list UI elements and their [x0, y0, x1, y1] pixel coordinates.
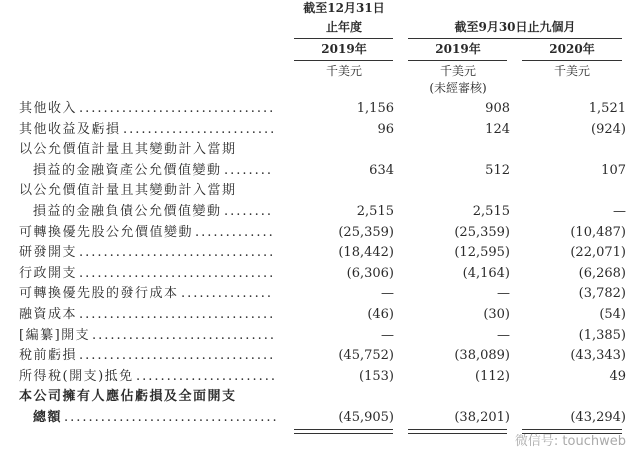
row-label: 其他收入	[19, 101, 78, 116]
row-label: 損益的金融負債公允價值變動	[33, 204, 222, 219]
leader-dots: .......................	[136, 368, 278, 384]
double-underline	[408, 429, 507, 434]
value-cell: 908	[485, 101, 510, 116]
leader-dots: ...............	[181, 286, 273, 302]
table-row	[0, 244, 640, 264]
value-cell: —	[497, 286, 510, 302]
value-cell: (45,752)	[338, 348, 394, 364]
divider	[408, 38, 622, 39]
watermark: 微信号: touchweb	[514, 434, 626, 449]
table-row	[0, 285, 640, 305]
row-label: 以公允價值計量且其變動計入當期	[19, 142, 237, 158]
leader-dots: .........................	[123, 121, 277, 137]
leader-dots: ........	[224, 162, 274, 178]
value-cell: (6,306)	[346, 265, 394, 281]
leader-dots: ................................	[79, 101, 276, 116]
row-label: 總額	[33, 410, 63, 425]
table-row	[0, 182, 640, 202]
value-cell: (43,294)	[570, 410, 626, 425]
table-row	[0, 100, 640, 120]
value-cell: (4,164)	[462, 265, 510, 281]
value-cell: (25,359)	[338, 224, 394, 240]
col3-year: 2020年	[549, 42, 595, 56]
table-row	[0, 162, 640, 182]
value-cell: 634	[369, 162, 394, 178]
row-label: 本公司擁有人應佔虧損及全面開支	[19, 389, 237, 405]
value-cell: (45,905)	[338, 410, 394, 425]
row-label: 行政開支	[19, 265, 78, 281]
value-cell: —	[381, 327, 394, 343]
table-row	[0, 388, 640, 408]
value-cell: (46)	[367, 307, 394, 322]
value-cell: 96	[377, 121, 394, 137]
value-cell: 512	[485, 162, 510, 178]
value-cell: (112)	[475, 368, 510, 384]
table-row	[0, 203, 640, 223]
table-row	[0, 327, 640, 347]
row-label: 可轉換優先股公允價值變動	[19, 224, 194, 240]
value-cell: (30)	[483, 307, 510, 322]
value-cell: —	[613, 204, 626, 219]
value-cell: (6,268)	[578, 265, 626, 281]
value-cell: (18,442)	[338, 245, 394, 261]
row-label: 其他收益及虧損	[19, 121, 121, 137]
col3-unit: 千美元	[553, 64, 590, 78]
table-row	[0, 265, 640, 285]
row-label: 稅前虧損	[19, 348, 78, 364]
table-row	[0, 141, 640, 161]
leader-dots: ................................	[79, 265, 276, 281]
leader-dots: .............	[195, 224, 275, 240]
col2-unit: 千美元	[439, 64, 476, 78]
value-cell: 1,156	[356, 101, 394, 116]
divider	[408, 60, 507, 61]
value-cell: 124	[485, 121, 510, 137]
col2-year: 2019年	[435, 42, 481, 56]
value-cell: (12,595)	[454, 245, 510, 261]
value-cell: (38,201)	[454, 410, 510, 425]
table-row	[0, 306, 640, 326]
leader-dots: ................................	[79, 245, 276, 261]
leader-dots: ................................	[79, 307, 276, 322]
leader-dots: ..............................	[92, 327, 276, 343]
value-cell: (22,071)	[570, 245, 626, 261]
value-cell: (153)	[359, 368, 394, 384]
row-label: 研發開支	[19, 245, 78, 261]
divider	[294, 60, 393, 61]
col1-unit: 千美元	[325, 64, 362, 78]
value-cell: (43,343)	[570, 348, 626, 364]
col1-period-heading: 截至12月31日	[303, 1, 385, 15]
value-cell: 107	[601, 162, 626, 178]
value-cell: (3,782)	[578, 286, 626, 302]
divider	[522, 60, 622, 61]
row-label: [編纂]開支	[19, 327, 91, 343]
value-cell: 2,515	[472, 204, 510, 219]
table-row	[0, 409, 640, 429]
value-cell: 1,521	[588, 101, 626, 116]
leader-dots: ................................	[79, 348, 276, 364]
col1-year: 2019年	[321, 42, 367, 56]
table-row	[0, 224, 640, 244]
value-cell: (10,487)	[570, 224, 626, 240]
unaudited-note: (未經審核)	[429, 81, 487, 95]
value-cell: (54)	[599, 307, 626, 322]
value-cell: —	[381, 286, 394, 302]
double-underline	[294, 429, 393, 434]
row-label: 融資成本	[19, 307, 78, 322]
divider	[294, 38, 393, 39]
table-row	[0, 368, 640, 388]
nine-months-heading: 截至9月30日止九個月	[454, 20, 576, 34]
value-cell: (924)	[591, 121, 626, 137]
row-label: 可轉換優先股的發行成本	[19, 286, 179, 302]
row-label: 以公允價值計量且其變動計入當期	[19, 183, 237, 199]
value-cell: (1,385)	[578, 327, 626, 343]
table-row	[0, 347, 640, 367]
value-cell: 2,515	[356, 204, 394, 219]
value-cell: 49	[609, 368, 626, 384]
value-cell: (25,359)	[454, 224, 510, 240]
leader-dots: ........	[224, 204, 274, 219]
row-label: 損益的金融資產公允價值變動	[33, 162, 222, 178]
row-label: 所得稅(開支)抵免	[19, 368, 134, 384]
table-row	[0, 121, 640, 141]
leader-dots: ...................................	[64, 410, 279, 425]
value-cell: —	[497, 327, 510, 343]
col1-period-heading-2: 止年度	[325, 20, 362, 34]
value-cell: (38,089)	[454, 348, 510, 364]
